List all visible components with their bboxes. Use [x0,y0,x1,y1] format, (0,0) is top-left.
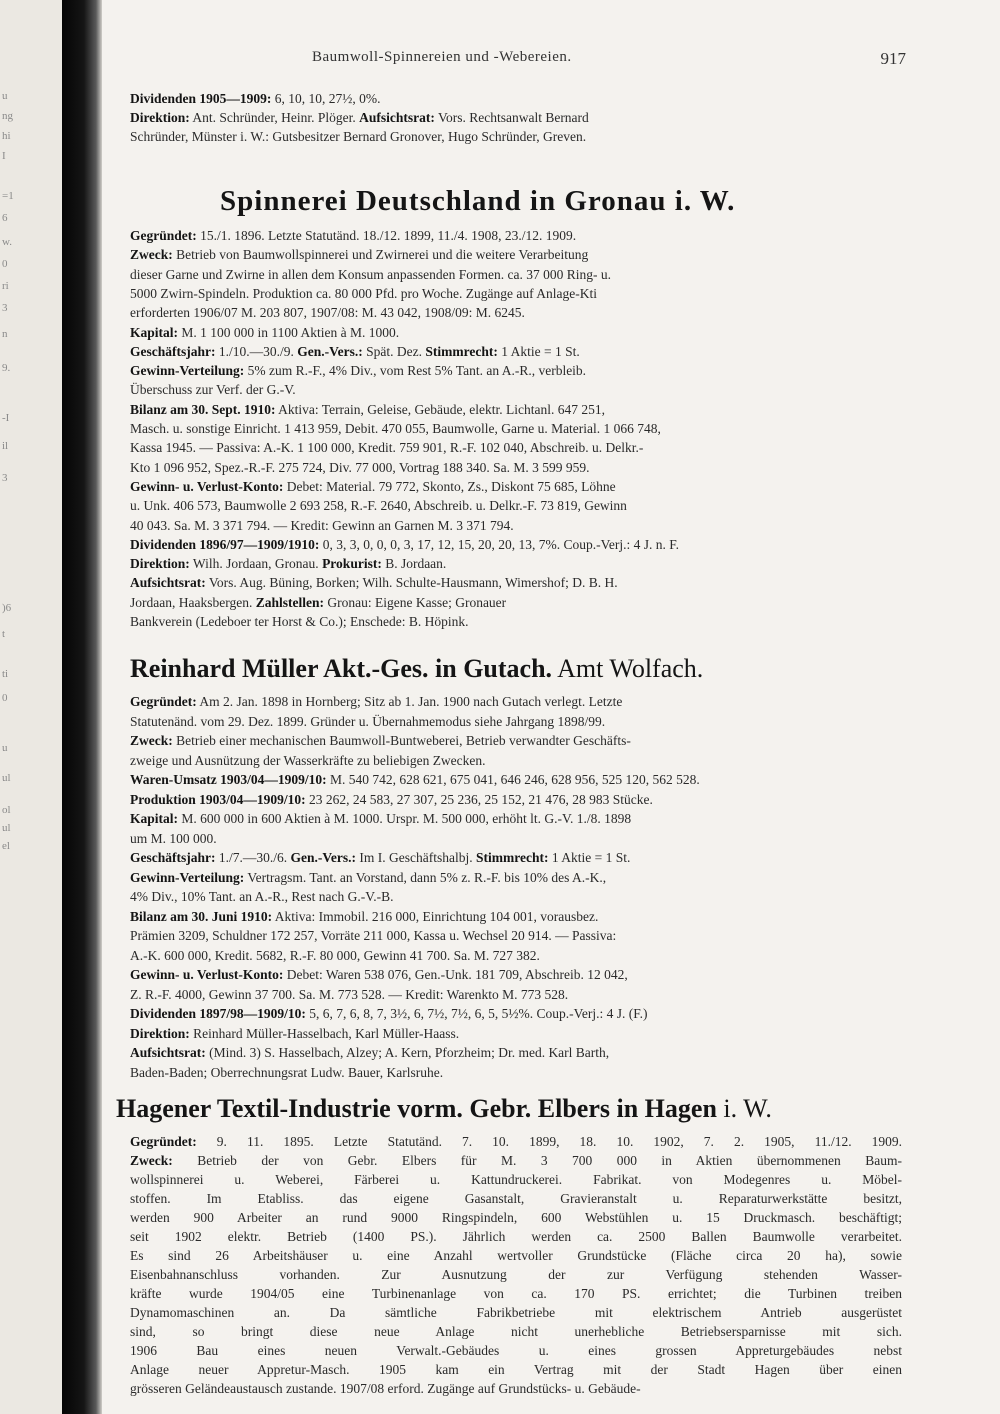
field-value: 1 Aktie = 1 St. [497,344,580,359]
field-value: Eisenbahnanschluss vorhanden. Zur Ausnutzung der zur Verfügung stehenden Wasser- [130,1267,902,1282]
field-value: Betrieb der von Gebr. Elbers für M. 3 700 000 in Aktien übernommenen Baum- [172,1153,902,1168]
field-label: Gewinn-Verteilung: [130,363,245,378]
text-line [130,809,902,829]
company-name: Spinnerei Deutschland in Gronau i. W. [220,185,736,217]
margin-fragment: el [2,840,10,852]
field-label: Geschäftsjahr: [130,850,216,865]
field-value: Prämien 3209, Schuldner 172 257, Vorräte 211 000, Kassa u. Wechsel 20 914. — Passiva: [130,928,617,943]
text-line [130,419,902,439]
field-label: Gen.-Vers.: [297,344,363,359]
field-label: Stimmrecht: [475,850,549,865]
field-value: 5000 Zwirn-Spindeln. Produktion ca. 80 000 Pfd. pro Woche. Zugänge auf Anlage-Kti [130,286,597,301]
field-value: Debet: Material. 79 772, Skonto, Zs., Diskont 75 685, Löhne [283,479,616,494]
field-value: dieser Garne und Zwirne in allen dem Konsum anpassenden Formen. ca. 37 000 Ring- u. [130,267,612,282]
margin-fragment: 6 [2,212,8,224]
field-value: seit 1902 elektr. Betrieb (1400 PS.). Jährlich werden ca. 2500 Ballen Baumwolle verarbeitet. [130,1229,902,1244]
margin-fragment: 9. [2,362,11,374]
text-line [130,887,902,907]
field-value: 1906 Bau eines neuen Verwalt.-Gebäudes u. eines grossen Appreturgebäudes nebst [130,1343,902,1358]
field-value: 6, 10, 10, 27½, 0%. [271,91,381,106]
text-line [130,907,902,927]
field-value: Kto 1 096 952, Spez.-R.-F. 275 724, Div. 77 000, Vortrag 188 340. Sa. M. 3 599 959. [130,460,590,475]
field-value: Gronau: Eigene Kasse; Gronauer [323,595,507,610]
field-label: Aufsichtsrat: [130,1045,206,1060]
field-value: Baden-Baden; Oberrechnungsrat Ludw. Bauer, Karlsruhe. [130,1065,444,1080]
field-value: Spät. Dez. [362,344,426,359]
field-label: Gewinn-Verteilung: [130,870,245,885]
field-value: 40 043. Sa. M. 3 371 794. — Kredit: Gewinn an Garnen M. 3 371 794. [130,518,514,533]
field-value: 1./10.—30./9. [215,344,298,359]
field-value: M. 540 742, 628 621, 675 041, 646 246, 628 956, 525 120, 562 528. [326,772,700,787]
book-gutter [62,0,102,1414]
text-line [130,573,902,593]
margin-fragment: =1 [2,190,14,202]
text-line [130,946,902,966]
company-title [130,652,703,686]
text-line [130,848,902,868]
margin-fragment: I [2,150,6,162]
field-value: grösseren Geländeaustausch zustande. 1907/08 erford. Zugänge auf Grundstücks- u. Gebäude- [130,1381,641,1396]
field-value: wollspinnerei u. Weberei, Färberei u. Kattundruckerei. Fabrikat. von Modegenres u. Möbel- [130,1172,902,1187]
field-value: sind, so bringt diese neue Anlage nicht unerhebliche Betriebsersparnisse mit sich. [130,1324,902,1339]
company-name: Hagener Textil-Industrie vorm. Gebr. Elbers in Hagen [116,1094,717,1123]
field-value: u. Unk. 406 573, Baumwolle 2 693 258, R.-F. 2640, Abschreib. u. Delkr.-F. 73 819, Gewinn [130,498,627,513]
margin-fragment: 0 [2,258,8,270]
text-line [130,380,902,400]
text-line [130,1004,902,1024]
field-value: 15./1. 1896. Letzte Statutänd. 18./12. 1899, 11./4. 1908, 23./12. 1909. [196,228,577,243]
margin-fragment: ri [2,280,9,292]
text-line [130,245,902,265]
field-label: Produktion 1903/04—1909/10: [130,792,306,807]
text-line [130,1246,902,1266]
text-line [130,1132,902,1152]
margin-fragment: ol [2,804,11,816]
text-line [130,712,902,732]
field-value: stoffen. Im Etabliss. das eigene Gasanstalt, Gravieranstalt u. Reparaturwerkstätte besitzt, [130,1191,902,1206]
field-value: Schründer, Münster i. W.: Gutsbesitzer Bernard Gronover, Hugo Schründer, Greven. [130,129,587,144]
text-line [130,323,902,343]
field-value: Bankverein (Ledeboer ter Horst & Co.); Enschede: B. Höpink. [130,614,469,629]
field-label: Dividenden 1905—1909: [130,91,272,106]
text-line [130,1322,902,1342]
field-value: Ant. Schründer, Heinr. Plöger. [189,110,360,125]
field-value: A.-K. 600 000, Kredit. 5682, R.-F. 80 000, Gewinn 41 700. Sa. M. 727 382. [130,948,540,963]
company-name: Reinhard Müller Akt.-Ges. in Gutach. [130,654,553,683]
text-line [130,1379,902,1399]
margin-fragment: t [2,628,6,640]
field-label: Gewinn- u. Verlust-Konto: [130,967,284,982]
text-line [130,1063,902,1083]
margin-fragment: ng [2,110,13,122]
field-value: Anlage neuer Appretur-Masch. 1905 kam ein Vertrag mit der Stadt Hagen über einen [130,1362,902,1377]
text-line [130,1189,902,1209]
field-value: (Mind. 3) S. Hasselbach, Alzey; A. Kern, Pforzheim; Dr. med. Karl Barth, [205,1045,610,1060]
field-value: erforderten 1906/07 M. 203 807, 1907/08: M. 43 042, 1908/09: M. 6245. [130,305,525,320]
text-line [130,1208,902,1228]
text-line [130,829,902,849]
field-value: Jordaan, Haaksbergen. [130,595,256,610]
text-line [130,612,902,632]
text-line [130,770,902,790]
company-location: Amt Wolfach. [552,654,704,683]
field-value: Überschuss zur Verf. der G.-V. [130,382,296,397]
field-label: Gegründet: [130,228,197,243]
field-label: Direktion: [130,110,190,125]
field-value: B. Jordaan. [381,556,447,571]
margin-fragment: ul [2,772,11,784]
field-value: werden 900 Arbeiter an rund 9000 Ringspindeln, 600 Webstühlen u. 15 Druckmasch. beschäftigt; [130,1210,902,1225]
text-line [130,1341,902,1361]
text-line [130,361,902,381]
text-line [130,692,902,712]
margin-fragment: ti [2,668,9,680]
text-line [130,127,902,147]
margin-fragment: il [2,440,9,452]
field-value: Statutenänd. vom 29. Dez. 1899. Gründer u. Übernahmemodus siehe Jahrgang 1898/99. [130,714,606,729]
margin-fragment: 3 [2,302,8,314]
field-label: Stimmrecht: [425,344,498,359]
field-value: Kassa 1945. — Passiva: A.-K. 1 100 000, Kredit. 759 901, R.-F. 102 040, Abschreib. u. Delkr.- [130,440,644,455]
page-number: 917 [880,49,906,68]
text-line [130,1170,902,1190]
text-line [130,477,902,497]
field-value: kräfte wurde 1904/05 eine Turbinenanlage von ca. 170 PS. errichtet; die Turbinen treiben [130,1286,902,1301]
text-line [130,731,902,751]
field-label: Prokurist: [322,556,382,571]
field-value: um M. 100 000. [130,831,217,846]
page-header [312,49,906,71]
field-value: 1 Aktie = 1 St. [548,850,631,865]
text-line [130,1284,902,1304]
field-label: Gegründet: [130,694,197,709]
margin-fragment: n [2,328,8,340]
field-value: 23 262, 24 583, 27 307, 25 236, 25 152, 21 476, 28 983 Stücke. [305,792,653,807]
text-line [130,458,902,478]
text-line [130,1024,902,1044]
text-line [130,226,902,246]
field-label: Zahlstellen: [255,595,324,610]
margin-fragment: ul [2,822,11,834]
text-line [130,751,902,771]
text-line [130,496,902,516]
text-line [130,1360,902,1380]
field-label: Direktion: [130,1026,190,1041]
text-line [130,400,902,420]
field-value: Vertragsm. Tant. an Vorstand, dann 5% z. R.-F. bis 10% des A.-K., [244,870,607,885]
field-label: Aufsichtsrat: [130,575,206,590]
field-label: Dividenden 1896/97—1909/1910: [130,537,320,552]
field-value: Vors. Rechtsanwalt Bernard [434,110,589,125]
field-label: Zweck: [130,1153,173,1168]
field-label: Kapital: [130,325,179,340]
text-line [130,89,902,109]
margin-fragment: 0 [2,692,8,704]
field-label: Zweck: [130,733,173,748]
text-line [130,516,902,536]
field-label: Dividenden 1897/98—1909/10: [130,1006,306,1021]
field-value: Aktiva: Immobil. 216 000, Einrichtung 104 001, vorausbez. [272,909,599,924]
text-line [130,965,902,985]
text-line [130,985,902,1005]
text-line [130,342,902,362]
field-label: Direktion: [130,556,190,571]
margin-fragment: w. [2,236,12,248]
text-line [130,438,902,458]
field-value: 5, 6, 7, 6, 8, 7, 3½, 6, 7½, 7½, 6, 5, 5½%. Coup.-Verj.: 4 J. (F.) [305,1006,648,1021]
field-label: Gewinn- u. Verlust-Konto: [130,479,284,494]
field-value: Vors. Aug. Büning, Borken; Wilh. Schulte-Hausmann, Wimershof; D. B. H. [205,575,618,590]
text-line [130,535,902,555]
text-line [130,284,902,304]
field-label: Gegründet: [130,1134,197,1149]
text-line [130,790,902,810]
text-line [130,303,902,323]
field-label: Gen.-Vers.: [290,850,356,865]
field-value: M. 1 100 000 in 1100 Aktien à M. 1000. [178,325,400,340]
field-value: Dynamomaschinen an. Da sämtliche Fabrikbetriebe mit elektrischem Antrieb ausgerüstet [130,1305,902,1320]
field-value: Debet: Waren 538 076, Gen.-Unk. 181 709, Abschreib. 12 042, [283,967,628,982]
text-line [130,1265,902,1285]
field-value: Masch. u. sonstige Einricht. 1 413 959, Debit. 470 055, Baumwolle, Garne u. Material. 1 066 748, [130,421,661,436]
margin-fragment: -I [2,412,10,424]
field-value: Aktiva: Terrain, Geleise, Gebäude, elektr. Lichtanl. 647 251, [275,402,605,417]
field-label: Aufsichtsrat: [359,110,435,125]
margin-fragment: )6 [2,602,12,614]
margin-fragment: u [2,90,8,102]
field-label: Zweck: [130,247,173,262]
text-line [130,1043,902,1063]
company-title [116,1092,772,1126]
margin-fragment: u [2,742,8,754]
field-value: Im I. Geschäftshalbj. [356,850,476,865]
running-head: Baumwoll-Spinnereien und -Webereien. [312,49,572,65]
company-location: i. W. [716,1094,772,1123]
field-value: Betrieb von Baumwollspinnerei und Zwirnerei und die weitere Verarbeitung [172,247,589,262]
field-value: Z. R.-F. 4000, Gewinn 37 700. Sa. M. 773 528. — Kredit: Warenkto M. 773 528. [130,987,569,1002]
margin-fragment: 3 [2,472,8,484]
field-label: Bilanz am 30. Juni 1910: [130,909,273,924]
text-line [130,554,902,574]
field-value: 4% Div., 10% Tant. an A.-R., Rest nach G.-V.-B. [130,889,394,904]
field-value: 5% zum R.-F., 4% Div., vom Rest 5% Tant. an A.-R., verbleib. [244,363,587,378]
field-value: zweige und Ausnützung der Wasserkräfte zu beliebigen Zwecken. [130,753,486,768]
facing-page-edge [0,0,62,1414]
field-value: Betrieb einer mechanischen Baumwoll-Buntweberei, Betrieb verwandter Geschäfts- [172,733,631,748]
field-value: M. 600 000 in 600 Aktien à M. 1000. Urspr. M. 500 000, erhöht lt. G.-V. 1./8. 1898 [178,811,632,826]
text-line [130,265,902,285]
field-label: Waren-Umsatz 1903/04—1909/10: [130,772,327,787]
field-value: Es sind 26 Arbeitshäuser u. eine Anzahl wertvoller Grundstücke (Fläche circa 20 ha), sowie [130,1248,902,1263]
text-line [130,1303,902,1323]
text-line [130,868,902,888]
text-line [130,1227,902,1247]
field-value: Am 2. Jan. 1898 in Hornberg; Sitz ab 1. Jan. 1900 nach Gutach verlegt. Letzte [196,694,623,709]
text-line [130,1151,902,1171]
field-value: Wilh. Jordaan, Gronau. [189,556,323,571]
text-line [130,593,902,613]
field-value: 1./7.—30./6. [215,850,291,865]
field-label: Geschäftsjahr: [130,344,216,359]
field-value: 0, 3, 3, 0, 0, 0, 3, 17, 12, 15, 20, 20, 13, 7%. Coup.-Verj.: 4 J. n. F. [319,537,680,552]
text-line [130,108,902,128]
company-title [220,184,735,218]
field-value: 9. 11. 1895. Letzte Statutänd. 7. 10. 1899, 18. 10. 1902, 7. 2. 1905, 11./12. 1909. [196,1134,902,1149]
text-line [130,926,902,946]
margin-fragment: hi [2,130,11,142]
field-label: Kapital: [130,811,179,826]
field-label: Bilanz am 30. Sept. 1910: [130,402,276,417]
field-value: Reinhard Müller-Hasselbach, Karl Müller-Haass. [189,1026,460,1041]
